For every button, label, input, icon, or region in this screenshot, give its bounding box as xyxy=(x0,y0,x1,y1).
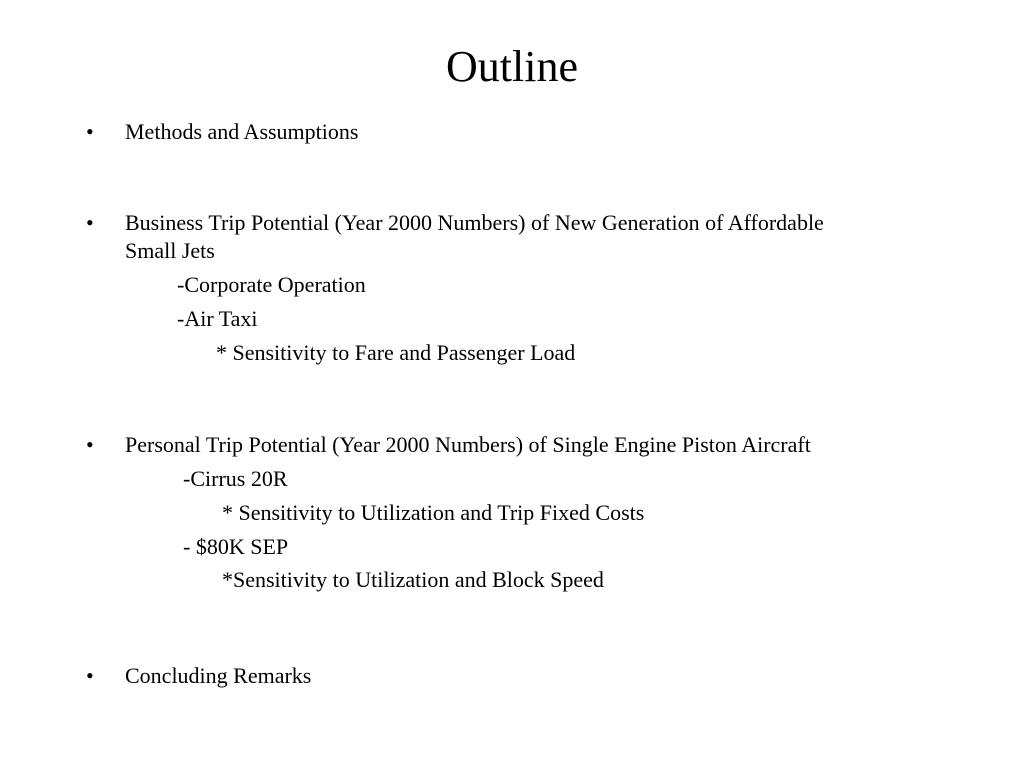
bullet-icon: • xyxy=(86,432,94,457)
outline-item-methods: Methods and Assumptions xyxy=(125,119,359,144)
bullet-icon: • xyxy=(86,119,94,144)
bullet-icon: • xyxy=(86,663,94,688)
outline-subitem-utilization-trip-costs: * Sensitivity to Utilization and Trip Fixed Costs xyxy=(222,500,645,525)
outline-subitem-fare-sensitivity: * Sensitivity to Fare and Passenger Load xyxy=(216,340,576,365)
outline-item-business-trip-line2: Small Jets xyxy=(125,238,215,263)
outline-subitem-air-taxi: -Air Taxi xyxy=(177,306,258,331)
outline-subitem-utilization-block-speed: *Sensitivity to Utilization and Block Speed xyxy=(222,567,604,592)
outline-subitem-sep: - $80K SEP xyxy=(183,534,289,559)
bullet-icon: • xyxy=(86,210,94,235)
outline-item-concluding-remarks: Concluding Remarks xyxy=(125,663,312,688)
outline-item-personal-trip: Personal Trip Potential (Year 2000 Numbers) of Single Engine Piston Aircraft xyxy=(125,432,811,457)
outline-item-business-trip-line1: Business Trip Potential (Year 2000 Numbers) of New Generation of Affordable xyxy=(125,210,824,235)
slide-title: Outline xyxy=(446,42,578,91)
outline-subitem-cirrus: -Cirrus 20R xyxy=(183,466,288,491)
outline-subitem-corporate-operation: -Corporate Operation xyxy=(177,272,366,297)
